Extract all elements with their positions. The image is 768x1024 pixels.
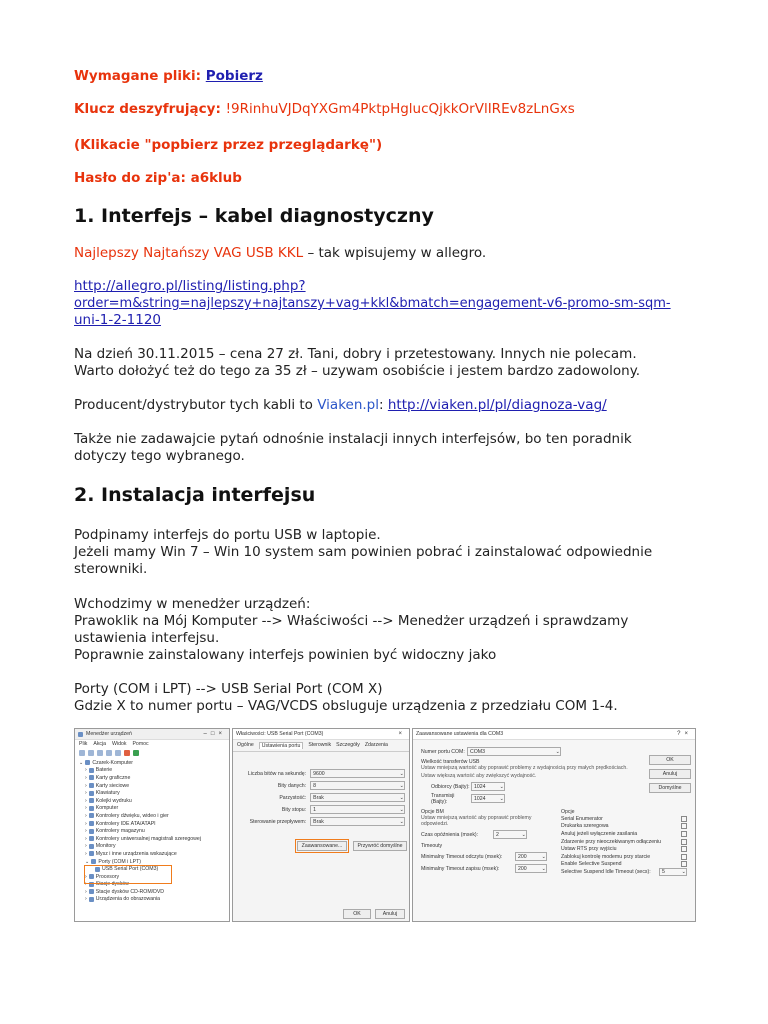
- chevron-down-icon: ⌄: [681, 868, 686, 875]
- timeouts-label: Timeouty: [421, 843, 443, 849]
- tree-node[interactable]: [79, 888, 225, 896]
- option-checkbox[interactable]: [681, 839, 687, 845]
- port-setting-label: Liczba bitów na sekundę:: [247, 770, 307, 777]
- port-setting-value: 8: [313, 782, 317, 789]
- device-category-icon: [89, 798, 94, 803]
- tx-value: 1024: [474, 795, 486, 802]
- tx-label: Transmisji (Bajty):: [431, 792, 455, 805]
- tree-node[interactable]: [79, 827, 225, 835]
- port-setting-row: [237, 781, 405, 790]
- required-files-label: Wymagane pliki: [74, 68, 196, 84]
- tree-node[interactable]: [79, 789, 225, 797]
- write-timeout-row: [421, 864, 551, 873]
- port-setting-value: 1: [313, 806, 317, 813]
- product-suffix: – tak wpisujemy w allegro.: [303, 245, 487, 261]
- collapse-icon[interactable]: ⌄: [79, 759, 84, 766]
- port-properties-screenshot: [232, 728, 410, 922]
- expand-icon[interactable]: ⌄: [85, 858, 90, 865]
- ports-highlight: [84, 865, 172, 884]
- device-category-icon: [89, 783, 94, 788]
- read-timeout-value: 200: [518, 853, 527, 860]
- help-icon[interactable]: [106, 750, 112, 756]
- tree-root-label: Czarek-Komputer: [92, 759, 134, 766]
- com-port-row: [421, 747, 687, 756]
- devmgr-line-2: Prawoklik na Mój Komputer --> Właściwości --> Menedżer urządzeń i sprawdzamy: [74, 613, 629, 629]
- allegro-link[interactable]: [74, 278, 714, 329]
- scan-icon[interactable]: [115, 750, 121, 756]
- device-category-icon: [89, 775, 94, 780]
- expand-icon[interactable]: ›: [85, 873, 87, 880]
- misc-options-list: [561, 815, 687, 876]
- latency-select[interactable]: [493, 830, 527, 839]
- misc-option-row: [561, 830, 687, 838]
- latency-label: Czas opóźnienia (msek):: [421, 831, 479, 838]
- option-checkbox[interactable]: [681, 831, 687, 837]
- section1-heading: 1. Interfejs – kabel diagnostyczny: [74, 205, 434, 227]
- rx-select[interactable]: [471, 782, 505, 791]
- option-checkbox[interactable]: [681, 816, 687, 822]
- latency-value: 2: [496, 831, 499, 838]
- note-line-2: dotyczy tego wybranego.: [74, 448, 245, 464]
- ports-paragraph: [74, 681, 618, 715]
- device-category-icon: [89, 813, 94, 818]
- latency-row: [421, 830, 551, 839]
- tree-node-label: Karty graficzne: [95, 774, 131, 781]
- expand-icon[interactable]: ›: [85, 797, 87, 804]
- remove-icon[interactable]: [124, 750, 130, 756]
- allegro-link-block: [74, 278, 714, 329]
- tree-node-label: Baterie: [95, 767, 113, 774]
- port-icon: [91, 859, 96, 864]
- adv-titlebar: [413, 729, 695, 740]
- device-category-icon: [89, 829, 94, 834]
- tree-node[interactable]: [79, 850, 225, 858]
- close-icon[interactable]: ×: [398, 731, 406, 737]
- tab-general[interactable]: Ogólne: [237, 742, 254, 748]
- misc-options: [561, 809, 687, 876]
- tab-port-settings[interactable]: Ustawienia portu: [259, 742, 304, 749]
- tree-node-label: Urządzenia do obrazowania: [95, 896, 161, 903]
- option-checkbox[interactable]: [681, 861, 687, 867]
- device-category-icon: [89, 768, 94, 773]
- props-buttons-row: [297, 841, 407, 851]
- advanced-button[interactable]: Zaawansowane...: [297, 841, 347, 851]
- port-setting-value: Brak: [313, 818, 324, 825]
- props-tabs: [233, 740, 409, 752]
- port-setting-row: [237, 817, 405, 826]
- restore-defaults-button[interactable]: Przywróć domyślne: [353, 841, 407, 851]
- decryption-key-value: !9RinhuVJDqYXGm4PktpHglucQjkkOrVlIREv8zLnGxs: [225, 101, 575, 117]
- tab-details[interactable]: Szczegóły: [336, 742, 360, 748]
- device-category-icon: [89, 851, 94, 856]
- expand-icon[interactable]: ›: [85, 805, 87, 812]
- chevron-down-icon: ⌄: [521, 831, 526, 838]
- tx-select[interactable]: [471, 794, 505, 803]
- suspend-timeout-value: 5: [662, 868, 665, 875]
- product-line: [74, 245, 486, 262]
- download-link[interactable]: Pobierz: [205, 68, 263, 84]
- port-setting-select[interactable]: [310, 817, 405, 826]
- browser-download-note: (Klikacie "popbierz przez przeglądarkę"): [74, 137, 383, 153]
- producer-link[interactable]: http://viaken.pl/pl/diagnoza-vag/: [387, 397, 607, 413]
- misc-option-label: Ustaw RTS przy wyjściu: [561, 846, 617, 853]
- misc-option-label: Serial Enumerator: [561, 815, 603, 822]
- port-setting-row: [237, 805, 405, 814]
- install-line-3: sterowniki.: [74, 561, 148, 577]
- chevron-down-icon: ⌄: [399, 806, 404, 813]
- install-paragraph: [74, 527, 652, 578]
- price-paragraph: [74, 346, 640, 380]
- tree-node-label: Kontrolery magazynu: [95, 828, 145, 835]
- adv-defaults-button[interactable]: Domyślne: [649, 783, 691, 793]
- read-timeout-row: [421, 852, 551, 861]
- tree-node-label: Kontrolery IDE ATA/ATAPI: [95, 820, 156, 827]
- write-timeout-label: Minimalny Timeout zapisu (msek):: [421, 865, 500, 872]
- write-timeout-select[interactable]: [515, 864, 547, 873]
- expand-icon[interactable]: ›: [85, 767, 87, 774]
- allegro-link-part2: order=m&string=najlepszy+najtanszy+vag+kkl&bmatch=engagement-v6-promo-sm-sqm-: [74, 296, 671, 311]
- port-setting-select[interactable]: [310, 805, 405, 814]
- port-setting-label: Bity danych:: [277, 782, 307, 789]
- expand-icon[interactable]: ›: [85, 881, 87, 888]
- misc-option-label: Selective Suspend Idle Timeout (secs):: [561, 868, 651, 875]
- zip-password-label: Hasło do zip'a: [74, 170, 181, 186]
- misc-option-row: [561, 868, 687, 876]
- tree-node[interactable]: [79, 812, 225, 820]
- port-setting-value: Brak: [313, 794, 324, 801]
- tab-events[interactable]: Zdarzenia: [364, 742, 388, 748]
- devmgr-menubar: [75, 740, 229, 748]
- tree-node-label: Kontrolery dźwięku, wideo i gier: [95, 812, 169, 819]
- com-port-select[interactable]: [467, 747, 561, 756]
- misc-option-label: Drukarka szeregowa: [561, 823, 609, 830]
- option-checkbox[interactable]: [681, 823, 687, 829]
- tree-node-label: Stacje dysków: [95, 881, 129, 888]
- port-setting-value: 9600: [313, 770, 325, 777]
- zip-password-value: a6klub: [190, 170, 242, 186]
- tree-node-label: Klawiatury: [95, 790, 120, 797]
- allegro-link-part1: http://allegro.pl/listing/listing.php?: [74, 278, 306, 294]
- suspend-timeout-select[interactable]: [659, 868, 687, 876]
- tree-node[interactable]: [79, 782, 225, 790]
- bm-hint: Ustaw mniejszą wartość aby poprawić problemy odpowiedzi.: [421, 815, 532, 827]
- expand-icon[interactable]: ›: [85, 812, 87, 819]
- tree-node[interactable]: [79, 797, 225, 805]
- chevron-down-icon: ⌄: [499, 795, 504, 802]
- write-timeout-value: 200: [518, 865, 527, 872]
- decryption-key-label: Klucz deszyfrujący: [74, 101, 216, 117]
- devmgr-menu-help[interactable]: Pomoc: [132, 741, 149, 747]
- port-setting-row: [237, 769, 405, 778]
- port-setting-select[interactable]: [310, 793, 405, 802]
- device-category-icon: [89, 844, 94, 849]
- devmgr-menu-action[interactable]: Akcja: [93, 741, 107, 747]
- back-icon[interactable]: [79, 750, 85, 756]
- tree-node[interactable]: [79, 835, 225, 843]
- expand-icon[interactable]: ›: [85, 774, 87, 781]
- adv-buttons: [649, 755, 691, 793]
- adv-title: Zaawansowane ustawienia dla COM3: [416, 731, 504, 737]
- price-line-2: Warto dołożyć też do tego za 35 zł – uzywam osobiście i jestem bardzo zadowolony.: [74, 363, 641, 379]
- port-setting-label: Sterowanie przepływem:: [249, 818, 307, 825]
- tree-node[interactable]: [79, 774, 225, 782]
- chevron-down-icon: ⌄: [399, 770, 404, 777]
- device-category-icon: [89, 791, 94, 796]
- option-checkbox[interactable]: [681, 846, 687, 852]
- expand-icon[interactable]: ›: [85, 850, 87, 857]
- device-manager-paragraph: [74, 596, 628, 664]
- chevron-down-icon: ⌄: [399, 782, 404, 789]
- producer-name: Viaken.pl: [317, 397, 380, 413]
- expand-icon[interactable]: ›: [85, 782, 87, 789]
- misc-option-row: [561, 838, 687, 846]
- usb-hint-1: Ustaw mniejszą wartość aby poprawić problemy z wydajnością przy małych prędkościach.: [421, 765, 628, 771]
- props-footer: [343, 909, 405, 919]
- port-setting-label: Bity stopu:: [281, 806, 307, 813]
- tx-row: [431, 794, 687, 803]
- props-fields: [233, 752, 409, 826]
- device-manager-screenshot: [74, 728, 230, 922]
- props-titlebar: [233, 729, 409, 740]
- misc-option-label: Zdarzenie przy nieoczekiwanym odłączeniu: [561, 838, 662, 845]
- device-manager-icon: [78, 732, 83, 737]
- update-icon[interactable]: [133, 750, 139, 756]
- props-cancel-button[interactable]: Anuluj: [375, 909, 405, 919]
- section2-heading: 2. Instalacja interfejsu: [74, 484, 316, 506]
- device-category-icon: [89, 821, 94, 826]
- usb-size-label: Wielkość transferów USB: [421, 759, 480, 765]
- port-setting-select[interactable]: [310, 769, 405, 778]
- devmgr-line-3: ustawienia interfejsu.: [74, 630, 220, 646]
- producer-line: [74, 397, 607, 414]
- tree-node-label: Karty sieciowe: [95, 782, 130, 789]
- adv-ok-button[interactable]: OK: [649, 755, 691, 765]
- misc-option-row: [561, 823, 687, 831]
- port-setting-select[interactable]: [310, 781, 405, 790]
- option-checkbox[interactable]: [681, 854, 687, 860]
- tree-node[interactable]: [79, 820, 225, 828]
- misc-label: Opcje: [561, 809, 575, 815]
- expand-icon[interactable]: ›: [85, 896, 87, 903]
- decryption-key-line: Klucz deszyfrujący: !9RinhuVJDqYXGm4PktpHglucQjkkOrVlIREv8zLnGxs: [74, 101, 575, 117]
- devmgr-toolbar: [75, 748, 229, 757]
- properties-icon[interactable]: [97, 750, 103, 756]
- ports-line-2: Gdzie X to numer portu – VAG/VCDS obsluguje urządzenia z przedziału COM 1-4.: [74, 698, 618, 714]
- expand-icon[interactable]: ›: [85, 835, 87, 842]
- tree-node[interactable]: [79, 805, 225, 813]
- chevron-down-icon: ⌄: [499, 783, 504, 790]
- advanced-settings-screenshot: [412, 728, 696, 922]
- tab-driver[interactable]: Sterownik: [308, 742, 332, 748]
- expand-icon[interactable]: ›: [85, 828, 87, 835]
- tree-node-usb-serial-port-label: USB Serial Port (COM3): [102, 866, 159, 873]
- adv-cancel-button[interactable]: Anuluj: [649, 769, 691, 779]
- install-line-2: Jeżeli mamy Win 7 – Win 10 system sam powinien pobrać i zainstalować odpowiednie: [74, 544, 653, 560]
- chevron-down-icon: ⌄: [399, 818, 404, 825]
- misc-option-row: [561, 853, 687, 861]
- rx-label: Odbiorcy (Bajty):: [431, 783, 470, 790]
- tree-node-label: Kontrolery uniwersalnej magistrali szeregowej: [95, 835, 201, 842]
- misc-option-row: [561, 845, 687, 853]
- props-title: Właściwości: USB Serial Port (COM3): [236, 731, 324, 737]
- tree-node[interactable]: [79, 767, 225, 775]
- tree-node[interactable]: [79, 843, 225, 851]
- tree-node-label: Monitory: [95, 843, 116, 850]
- tree-node-ports-label: Porty (COM i LPT): [98, 858, 142, 865]
- price-line-1: Na dzień 30.11.2015 – cena 27 zł. Tani, dobry i przetestowany. Innych nie polecam.: [74, 346, 637, 362]
- tree-node-label: Kolejki wydruku: [95, 797, 132, 804]
- devmgr-line-4: Poprawnie zainstalowany interfejs powinien być widoczny jako: [74, 647, 497, 663]
- chevron-down-icon: ⌄: [541, 853, 546, 860]
- adv-window-controls-icon[interactable]: ?×: [677, 731, 692, 737]
- ports-line-1: Porty (COM i LPT) --> USB Serial Port (COM X): [74, 681, 383, 697]
- allegro-link-part3: uni-1-2-1120: [74, 312, 162, 328]
- expand-icon[interactable]: ›: [85, 843, 87, 850]
- tree-node[interactable]: [79, 896, 225, 904]
- chevron-down-icon: ⌄: [399, 794, 404, 801]
- forward-icon[interactable]: [88, 750, 94, 756]
- misc-option-label: Anuluj jeżeli wyłączenie zasilania: [561, 830, 638, 837]
- producer-colon: :: [379, 397, 388, 413]
- devmgr-title: Menedżer urządzeń: [86, 731, 132, 737]
- device-category-icon: [89, 836, 94, 841]
- install-line-1: Podpinamy interfejs do portu USB w laptopie.: [74, 527, 381, 543]
- window-controls-icon[interactable]: –□×: [203, 731, 226, 737]
- tree-root[interactable]: [79, 759, 225, 767]
- port-setting-row: [237, 793, 405, 802]
- note-paragraph: [74, 431, 632, 465]
- tree-node-label: Mysz i inne urządzenia wskazujące: [95, 850, 177, 857]
- devmgr-titlebar: [75, 729, 229, 740]
- bm-label: Opcje BM: [421, 809, 444, 815]
- read-timeout-select[interactable]: [515, 852, 547, 861]
- props-ok-button[interactable]: OK: [343, 909, 371, 919]
- expand-icon[interactable]: ›: [85, 790, 87, 797]
- misc-option-label: Zablokuj kontrolę modemu przy starcie: [561, 853, 651, 860]
- rx-value: 1024: [474, 783, 486, 790]
- tree-node-label: Stacje dysków CD-ROM/DVD: [95, 888, 165, 895]
- usb-hint-2: Ustaw większą wartość aby zwiększyć wydajność.: [421, 773, 537, 779]
- required-files-line: Wymagane pliki: Pobierz: [74, 68, 263, 84]
- devmgr-menu-file[interactable]: Plik: [79, 741, 88, 747]
- computer-icon: [85, 760, 90, 765]
- bm-options: [421, 809, 551, 876]
- port-setting-label: Parzystość:: [279, 794, 307, 801]
- tree-node-label: Procesory: [95, 873, 120, 880]
- read-timeout-label: Minimalny Timeout odczytu (msek):: [421, 853, 503, 860]
- expand-icon[interactable]: ›: [85, 888, 87, 895]
- misc-option-row: [561, 815, 687, 823]
- chevron-down-icon: ⌄: [541, 865, 546, 872]
- product-name: Najlepszy Najtańszy VAG USB KKL: [74, 245, 304, 261]
- device-category-icon: [89, 889, 94, 894]
- device-category-icon: [89, 897, 94, 902]
- devmgr-menu-view[interactable]: Widok: [112, 741, 127, 747]
- misc-option-label: Enable Selective Suspend: [561, 861, 622, 868]
- expand-icon[interactable]: ›: [85, 820, 87, 827]
- producer-label: Producent/dystrybutor tych kabli to: [74, 397, 318, 413]
- chevron-down-icon: ⌄: [555, 748, 560, 755]
- note-line-1: Także nie zadawajcie pytań odnośnie instalacji innych interfejsów, bo ten poradnik: [74, 431, 632, 447]
- devmgr-line-1: Wchodzimy w menedżer urządzeń:: [74, 596, 311, 612]
- device-category-icon: [89, 806, 94, 811]
- com-port-label: Numer portu COM:: [421, 748, 465, 755]
- com-port-value: COM3: [470, 748, 485, 755]
- zip-password-line: Hasło do zip'a: a6klub: [74, 170, 242, 186]
- tree-node-label: Komputer: [95, 805, 119, 812]
- adv-lower: [421, 809, 687, 876]
